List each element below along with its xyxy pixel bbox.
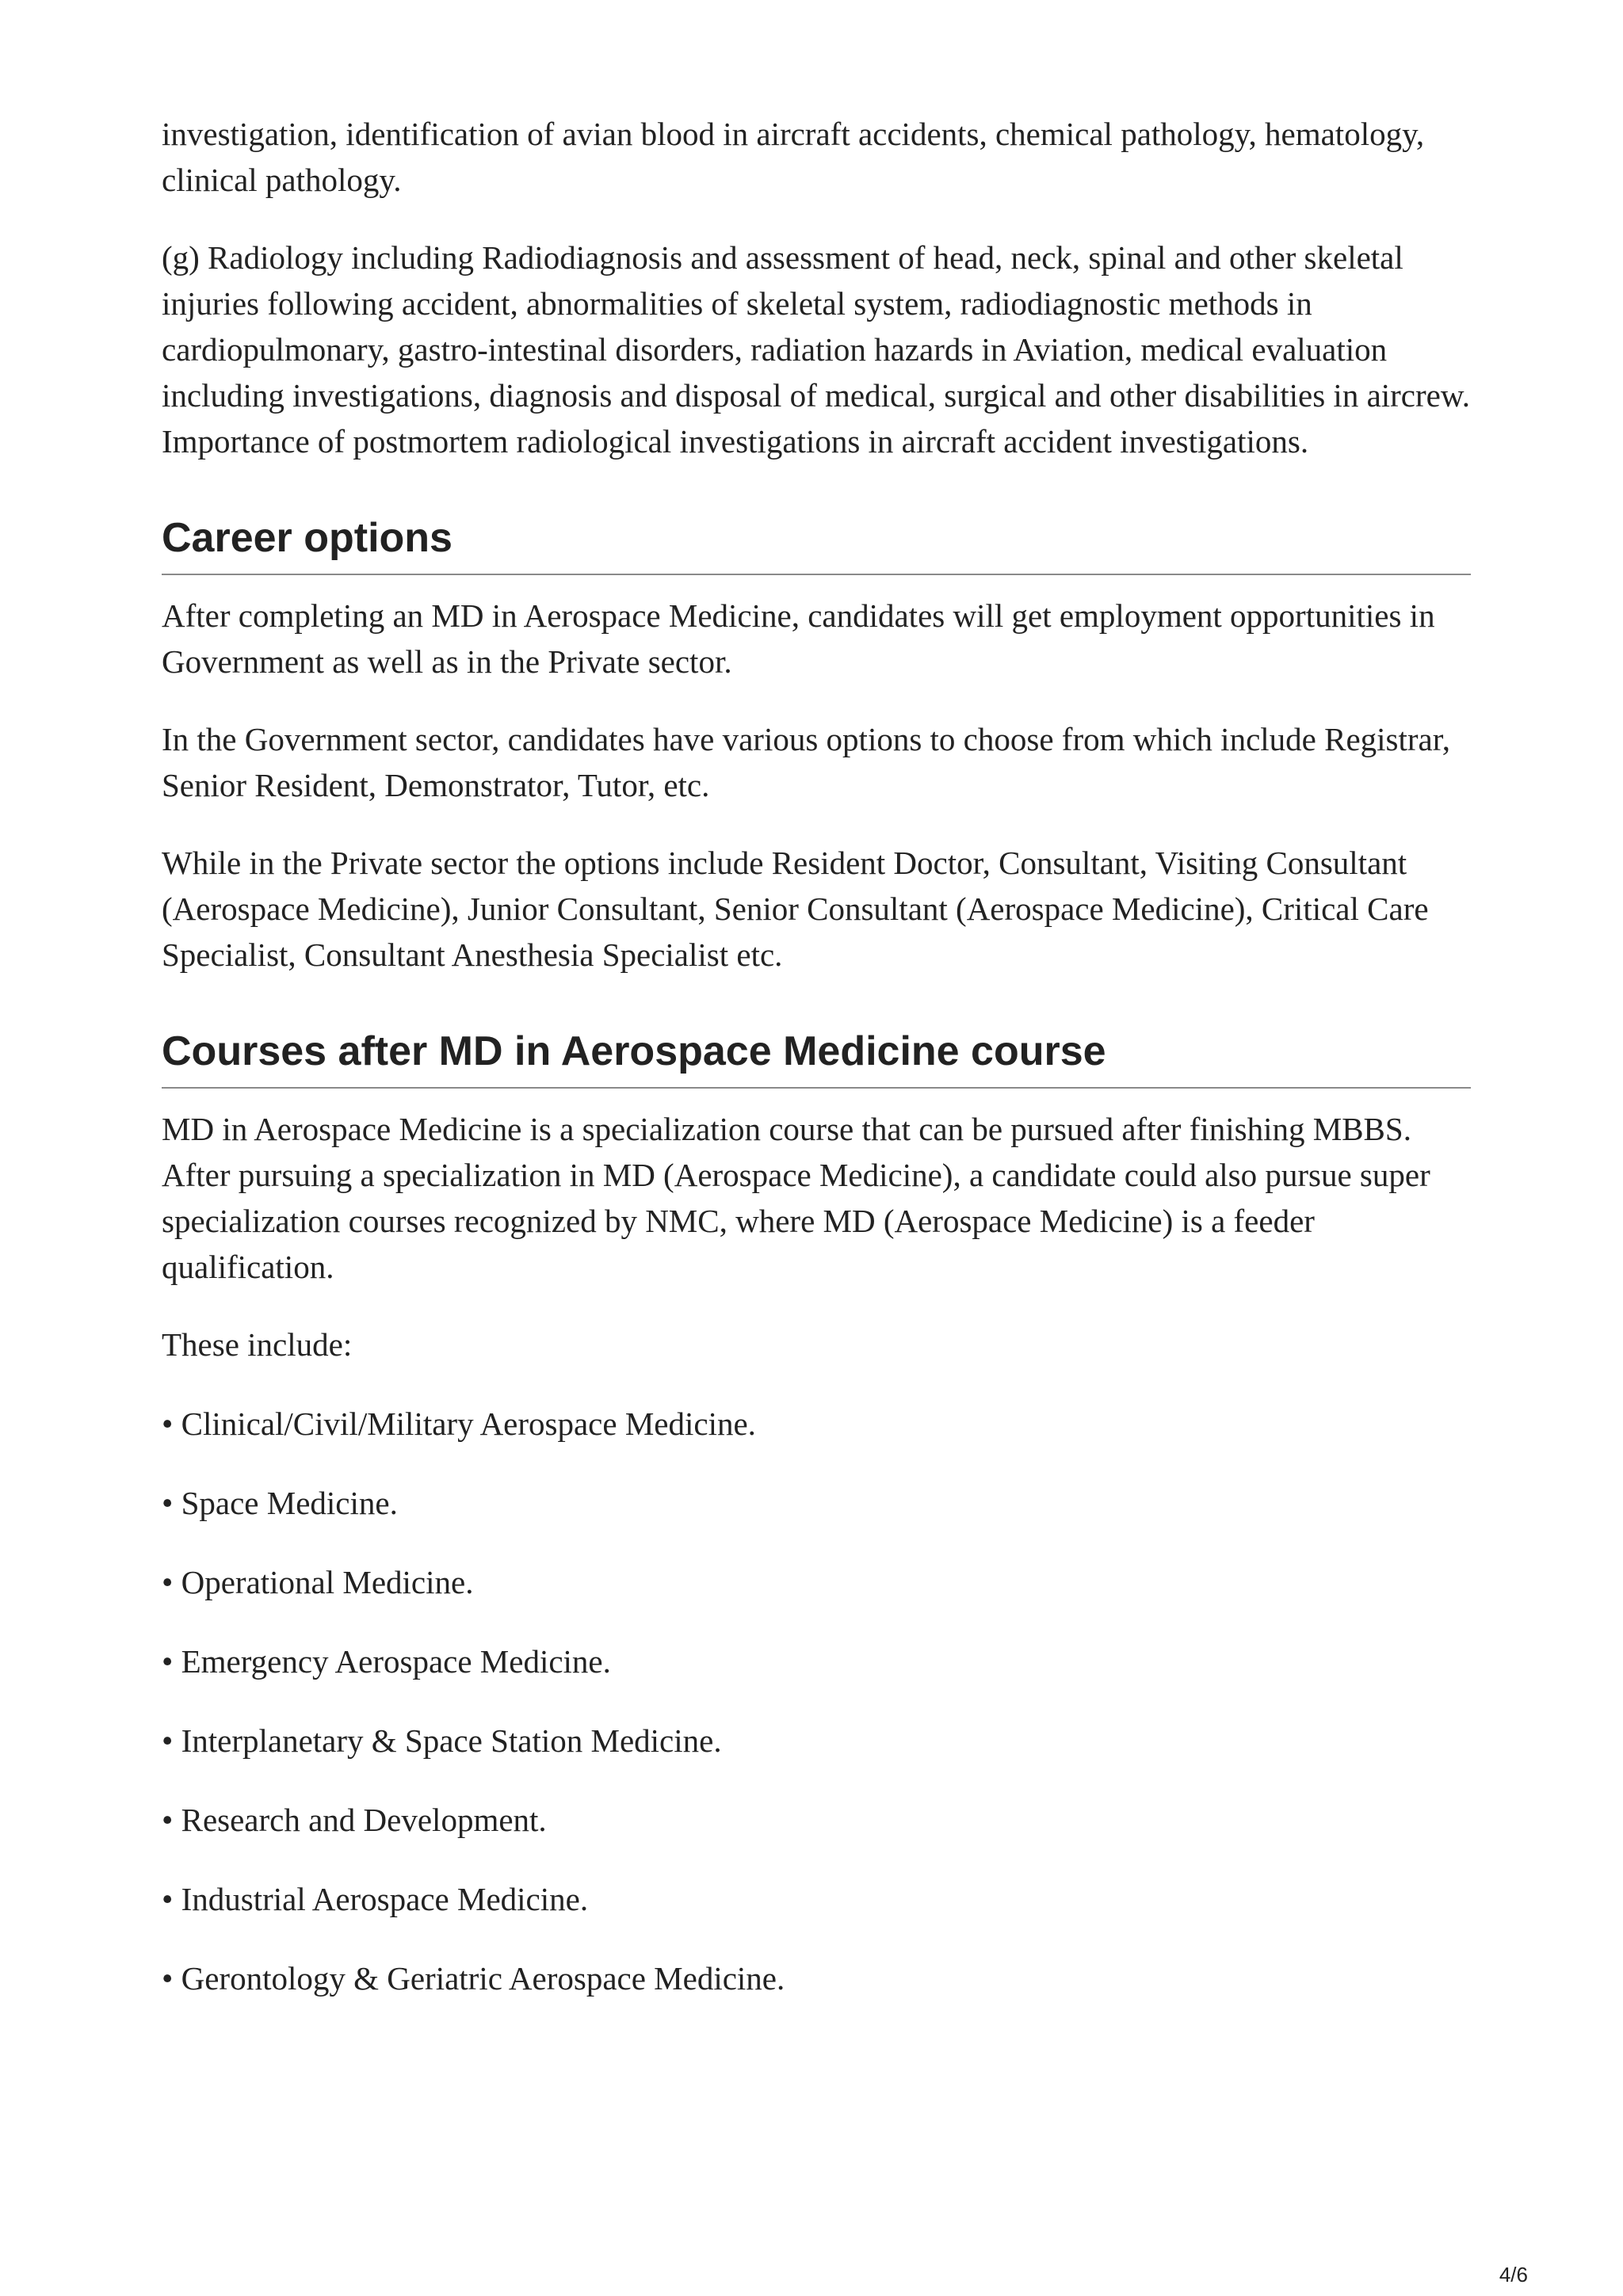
career-paragraph-3: While in the Private sector the options include Resident Doctor, Consultant, Visiting Consultant (Aerospace Medicine), Junior Consultant, Senior Consultant (Aerospace Medicine), Critical Care Specialist, Consultant Anesthesia Specialist etc. <box>162 845 1429 973</box>
continued-paragraph: investigation, identification of avian blood in aircraft accidents, chemical pathology, hematology, clinical pathology. <box>162 116 1425 198</box>
courses-list-intro: These include: <box>162 1326 353 1363</box>
list-item: • Gerontology & Geriatric Aerospace Medicine. <box>162 1960 785 1997</box>
courses-heading: Courses after MD in Aerospace Medicine course <box>162 1027 1471 1089</box>
list-item: • Space Medicine. <box>162 1485 398 1521</box>
career-options-heading: Career options <box>162 513 1471 575</box>
list-item: • Emergency Aerospace Medicine. <box>162 1643 611 1680</box>
career-paragraph-2: In the Government sector, candidates have various options to choose from which include Registrar, Senior Resident, Demonstrator, Tutor, etc. <box>162 721 1451 803</box>
list-item: • Clinical/Civil/Military Aerospace Medicine. <box>162 1405 756 1442</box>
radiology-paragraph: (g) Radiology including Radiodiagnosis and assessment of head, neck, spinal and other skeletal injuries following accident, abnormalities of skeletal system, radiodiagnostic methods in cardiopulmonary, gastro-intestinal disorders, radiation hazards in Aviation, medical evaluation including investigations, diagnosis and disposal of medical, surgical and other disabilities in aircrew. Importance of postmortem radiological investigations in aircraft accident investigations. <box>162 239 1471 460</box>
career-paragraph-1: After completing an MD in Aerospace Medicine, candidates will get employment opportunities in Government as well as in the Private sector. <box>162 597 1435 680</box>
document-page <box>162 111 1471 2001</box>
list-item: • Research and Development. <box>162 1802 547 1838</box>
list-item: • Operational Medicine. <box>162 1564 474 1600</box>
courses-intro-paragraph: MD in Aerospace Medicine is a specialization course that can be pursued after finishing MBBS. After pursuing a specialization in MD (Aerospace Medicine), a candidate could also pursue super specialization courses recognized by NMC, where MD (Aerospace Medicine) is a feeder qualification. <box>162 1111 1430 1285</box>
page-number: 4/6 <box>1499 2263 1528 2286</box>
courses-list <box>162 1401 1471 2001</box>
list-item: • Industrial Aerospace Medicine. <box>162 1881 589 1917</box>
list-item: • Interplanetary & Space Station Medicine. <box>162 1722 722 1759</box>
